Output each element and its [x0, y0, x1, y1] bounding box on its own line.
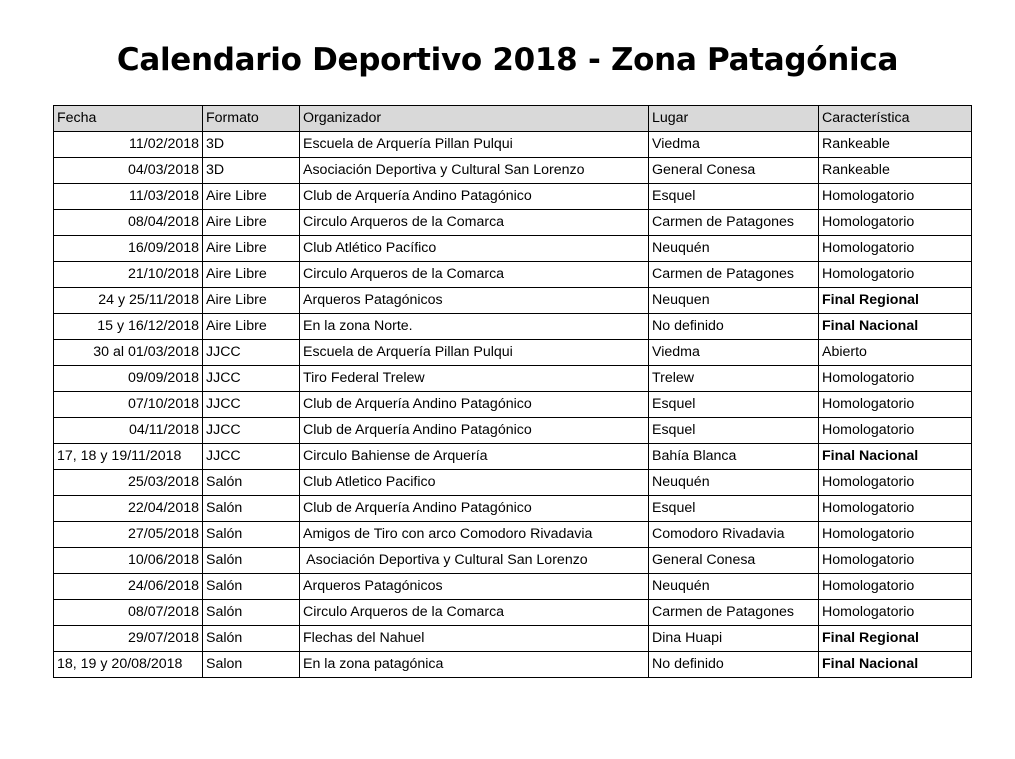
cell-lugar: Neuquén	[649, 470, 819, 496]
table-row	[54, 392, 972, 418]
cell-fecha: 30 al 01/03/2018	[54, 340, 203, 366]
cell-organizador: Circulo Arqueros de la Comarca	[300, 600, 649, 626]
cell-fecha: 22/04/2018	[54, 496, 203, 522]
cell-formato: Salón	[203, 626, 300, 652]
table-row	[54, 340, 972, 366]
cell-lugar: Esquel	[649, 392, 819, 418]
cell-lugar: Viedma	[649, 340, 819, 366]
cell-organizador: Escuela de Arquería Pillan Pulqui	[300, 132, 649, 158]
cell-fecha: 10/06/2018	[54, 548, 203, 574]
table-row	[54, 496, 972, 522]
cell-organizador: Circulo Bahiense de Arquería	[300, 444, 649, 470]
cell-fecha: 25/03/2018	[54, 470, 203, 496]
cell-formato: Aire Libre	[203, 314, 300, 340]
cell-organizador: En la zona patagónica	[300, 652, 649, 678]
table-row	[54, 522, 972, 548]
table-row	[54, 574, 972, 600]
cell-organizador: Club de Arquería Andino Patagónico	[300, 184, 649, 210]
cell-organizador: Club de Arquería Andino Patagónico	[300, 418, 649, 444]
cell-caracteristica: Homologatorio	[819, 600, 972, 626]
cell-organizador: Asociación Deportiva y Cultural San Lorenzo	[300, 158, 649, 184]
cell-organizador: Arqueros Patagónicos	[300, 288, 649, 314]
header-formato: Formato	[203, 106, 300, 132]
cell-lugar: Neuquén	[649, 236, 819, 262]
table-row	[54, 652, 972, 678]
cell-fecha: 18, 19 y 20/08/2018	[54, 652, 203, 678]
cell-organizador: Asociación Deportiva y Cultural San Lorenzo	[300, 548, 649, 574]
cell-caracteristica: Final Nacional	[819, 314, 972, 340]
cell-organizador: Circulo Arqueros de la Comarca	[300, 210, 649, 236]
table-row	[54, 158, 972, 184]
cell-formato: Aire Libre	[203, 184, 300, 210]
table-header-row	[54, 106, 972, 132]
header-organizador: Organizador	[300, 106, 649, 132]
header-caracteristica: Característica	[819, 106, 972, 132]
table-row	[54, 314, 972, 340]
cell-caracteristica: Homologatorio	[819, 236, 972, 262]
cell-fecha: 24 y 25/11/2018	[54, 288, 203, 314]
cell-organizador: Club Atlético Pacífico	[300, 236, 649, 262]
cell-formato: 3D	[203, 132, 300, 158]
table-row	[54, 184, 972, 210]
page-title: Calendario Deportivo 2018 - Zona Patagónica	[116, 42, 899, 78]
cell-lugar: Esquel	[649, 496, 819, 522]
cell-fecha: 15 y 16/12/2018	[54, 314, 203, 340]
cell-lugar: Carmen de Patagones	[649, 600, 819, 626]
cell-caracteristica: Homologatorio	[819, 574, 972, 600]
table-row	[54, 626, 972, 652]
cell-caracteristica: Abierto	[819, 340, 972, 366]
cell-organizador: Circulo Arqueros de la Comarca	[300, 262, 649, 288]
cell-formato: 3D	[203, 158, 300, 184]
cell-fecha: 08/04/2018	[54, 210, 203, 236]
cell-formato: Salón	[203, 548, 300, 574]
cell-caracteristica: Homologatorio	[819, 392, 972, 418]
calendar-table	[53, 105, 972, 678]
cell-fecha: 29/07/2018	[54, 626, 203, 652]
cell-lugar: General Conesa	[649, 548, 819, 574]
cell-lugar: Carmen de Patagones	[649, 262, 819, 288]
cell-formato: Aire Libre	[203, 288, 300, 314]
cell-caracteristica: Homologatorio	[819, 210, 972, 236]
cell-organizador: Amigos de Tiro con arco Comodoro Rivadavia	[300, 522, 649, 548]
cell-caracteristica: Rankeable	[819, 158, 972, 184]
cell-caracteristica: Homologatorio	[819, 522, 972, 548]
cell-formato: Salón	[203, 600, 300, 626]
table-body	[54, 132, 972, 678]
cell-lugar: Comodoro Rivadavia	[649, 522, 819, 548]
table-row	[54, 132, 972, 158]
cell-lugar: Viedma	[649, 132, 819, 158]
cell-fecha: 27/05/2018	[54, 522, 203, 548]
cell-formato: JJCC	[203, 444, 300, 470]
cell-caracteristica: Final Nacional	[819, 652, 972, 678]
cell-fecha: 08/07/2018	[54, 600, 203, 626]
cell-organizador: Tiro Federal Trelew	[300, 366, 649, 392]
cell-lugar: Esquel	[649, 418, 819, 444]
cell-lugar: Esquel	[649, 184, 819, 210]
table-row	[54, 600, 972, 626]
cell-organizador: Escuela de Arquería Pillan Pulqui	[300, 340, 649, 366]
cell-lugar: General Conesa	[649, 158, 819, 184]
cell-caracteristica: Final Regional	[819, 626, 972, 652]
cell-lugar: Trelew	[649, 366, 819, 392]
cell-fecha: 07/10/2018	[54, 392, 203, 418]
cell-organizador: Arqueros Patagónicos	[300, 574, 649, 600]
cell-organizador: Club de Arquería Andino Patagónico	[300, 392, 649, 418]
cell-fecha: 11/03/2018	[54, 184, 203, 210]
cell-fecha: 21/10/2018	[54, 262, 203, 288]
cell-formato: JJCC	[203, 366, 300, 392]
cell-caracteristica: Homologatorio	[819, 470, 972, 496]
cell-lugar: No definido	[649, 314, 819, 340]
cell-caracteristica: Homologatorio	[819, 418, 972, 444]
table-row	[54, 470, 972, 496]
cell-fecha: 04/03/2018	[54, 158, 203, 184]
cell-formato: Aire Libre	[203, 210, 300, 236]
header-fecha: Fecha	[54, 106, 203, 132]
cell-caracteristica: Rankeable	[819, 132, 972, 158]
cell-fecha: 09/09/2018	[54, 366, 203, 392]
cell-organizador: Club de Arquería Andino Patagónico	[300, 496, 649, 522]
cell-caracteristica: Homologatorio	[819, 366, 972, 392]
cell-fecha: 16/09/2018	[54, 236, 203, 262]
cell-caracteristica: Homologatorio	[819, 496, 972, 522]
cell-fecha: 17, 18 y 19/11/2018	[54, 444, 203, 470]
cell-formato: Salón	[203, 470, 300, 496]
cell-caracteristica: Homologatorio	[819, 548, 972, 574]
cell-lugar: Neuquen	[649, 288, 819, 314]
cell-lugar: Neuquén	[649, 574, 819, 600]
table-row	[54, 210, 972, 236]
cell-caracteristica: Homologatorio	[819, 184, 972, 210]
cell-organizador: En la zona Norte.	[300, 314, 649, 340]
cell-fecha: 24/06/2018	[54, 574, 203, 600]
header-lugar: Lugar	[649, 106, 819, 132]
table-row	[54, 288, 972, 314]
cell-lugar: No definido	[649, 652, 819, 678]
cell-caracteristica: Homologatorio	[819, 262, 972, 288]
cell-formato: JJCC	[203, 418, 300, 444]
cell-lugar: Dina Huapi	[649, 626, 819, 652]
table-row	[54, 418, 972, 444]
cell-formato: Salón	[203, 574, 300, 600]
cell-caracteristica: Final Nacional	[819, 444, 972, 470]
cell-formato: Aire Libre	[203, 236, 300, 262]
table-row	[54, 236, 972, 262]
cell-fecha: 11/02/2018	[54, 132, 203, 158]
table-row	[54, 444, 972, 470]
table-row	[54, 262, 972, 288]
cell-formato: Salón	[203, 522, 300, 548]
cell-formato: Salón	[203, 496, 300, 522]
table-row	[54, 548, 972, 574]
cell-lugar: Bahía Blanca	[649, 444, 819, 470]
cell-formato: Aire Libre	[203, 262, 300, 288]
cell-organizador: Club Atletico Pacifico	[300, 470, 649, 496]
cell-lugar: Carmen de Patagones	[649, 210, 819, 236]
cell-fecha: 04/11/2018	[54, 418, 203, 444]
cell-formato: JJCC	[203, 340, 300, 366]
cell-formato: Salon	[203, 652, 300, 678]
cell-formato: JJCC	[203, 392, 300, 418]
table-row	[54, 366, 972, 392]
cell-caracteristica: Final Regional	[819, 288, 972, 314]
cell-organizador: Flechas del Nahuel	[300, 626, 649, 652]
